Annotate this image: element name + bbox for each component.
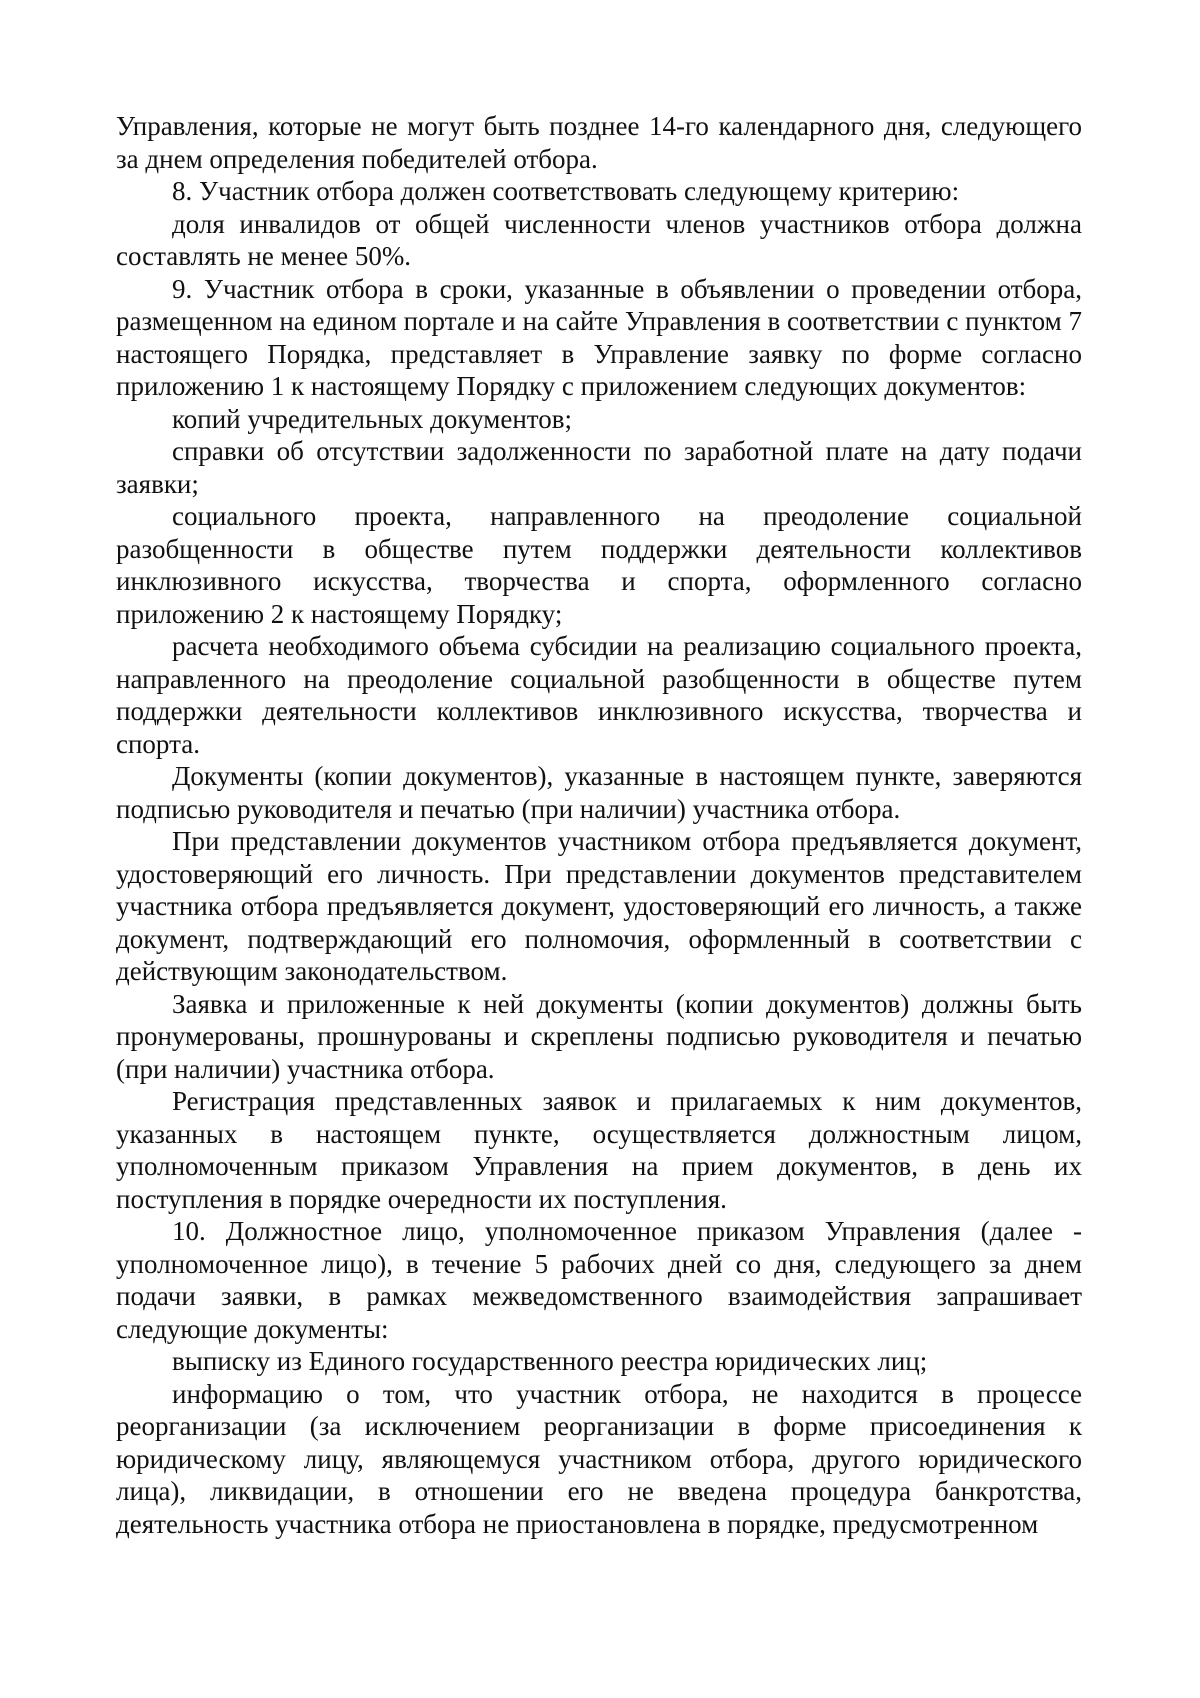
paragraph-doc-calculation: расчета необходимого объема субсидии на реализацию социального проекта, направленного на преодоление социальной разобщенности в обществе путем поддержки деятельности коллективов инклюзивного искусства, творчества и спорта. bbox=[116, 631, 1082, 759]
paragraph-item-8: 8. Участник отбора должен соответствовать следующему критерию: bbox=[172, 176, 960, 206]
paragraph-item-10: 10. Должностное лицо, уполномоченное приказом Управления (далее - уполномоченное лицо), в течение 5 рабочих дней со дня, следующего за днем подачи заявки, в рамках межведомственного взаимодействия запрашивает следующие документы: bbox=[116, 1216, 1082, 1344]
paragraph-certification: Документы (копии документов), указанные в настоящем пункте, заверяются подписью руководителя и печатью (при наличии) участника отбора. bbox=[116, 761, 1082, 824]
paragraph-doc-project: социального проекта, направленного на преодоление социальной разобщенности в обществе путем поддержки деятельности коллективов инклюзивного искусства, творчества и спорта, оформленного согласно приложению 2 к настоящему Порядку; bbox=[116, 501, 1082, 629]
paragraph-registry-extract: выписку из Единого государственного реестра юридических лиц; bbox=[172, 1346, 928, 1376]
paragraph-registration: Регистрация представленных заявок и прилагаемых к ним документов, указанных в настоящем пункте, осуществляется должностным лицом, уполномоченным приказом Управления на прием документов, в день их поступления в порядке очередности их поступления. bbox=[116, 1086, 1082, 1214]
paragraph-identity: При представлении документов участником отбора предъявляется документ, удостоверяющий его личность. При представлении документов представителем участника отбора предъявляется документ, удостоверяющий его личность, а также документ, подтверждающий его полномочия, оформленный в соответствии с действующим законодательством. bbox=[116, 826, 1082, 986]
paragraph-reorganization-info: информацию о том, что участник отбора, не находится в процессе реорганизации (за исключением реорганизации в форме присоединения к юридическому лицу, являющемуся участником отбора, другого юридического лица), ликвидации, в отношении его не введена процедура банкротства, деятельность участника отбора не приостановлена в порядке, предусмотренном bbox=[116, 1378, 1082, 1539]
paragraph-doc-copies: копий учредительных документов; bbox=[172, 403, 572, 434]
paragraph-numbering: Заявка и приложенные к ней документы (копии документов) должны быть пронумерованы, прошнурованы и скреплены подписью руководителя и печатью (при наличии) участника отбора. bbox=[116, 988, 1082, 1084]
paragraph-item-9: 9. Участник отбора в сроки, указанные в объявлении о проведении отбора, размещенном на едином портале и на сайте Управления в соответствии с пунктом 7 настоящего Порядка, представляет в Управление заявку по форме согласно приложению 1 к настоящему Порядку с приложением следующих документов: bbox=[116, 273, 1082, 401]
paragraph-doc-certificate: справки об отсутствии задолженности по заработной плате на дату подачи заявки; bbox=[116, 436, 1082, 499]
document-body bbox=[116, 110, 1082, 1540]
paragraph-continuation: Управления, которые не могут быть позднее 14-го календарного дня, следующего за днем определения победителей отбора. bbox=[116, 111, 1082, 174]
paragraph-criterion: доля инвалидов от общей численности членов участников отбора должна составлять не менее 50%. bbox=[116, 208, 1082, 271]
